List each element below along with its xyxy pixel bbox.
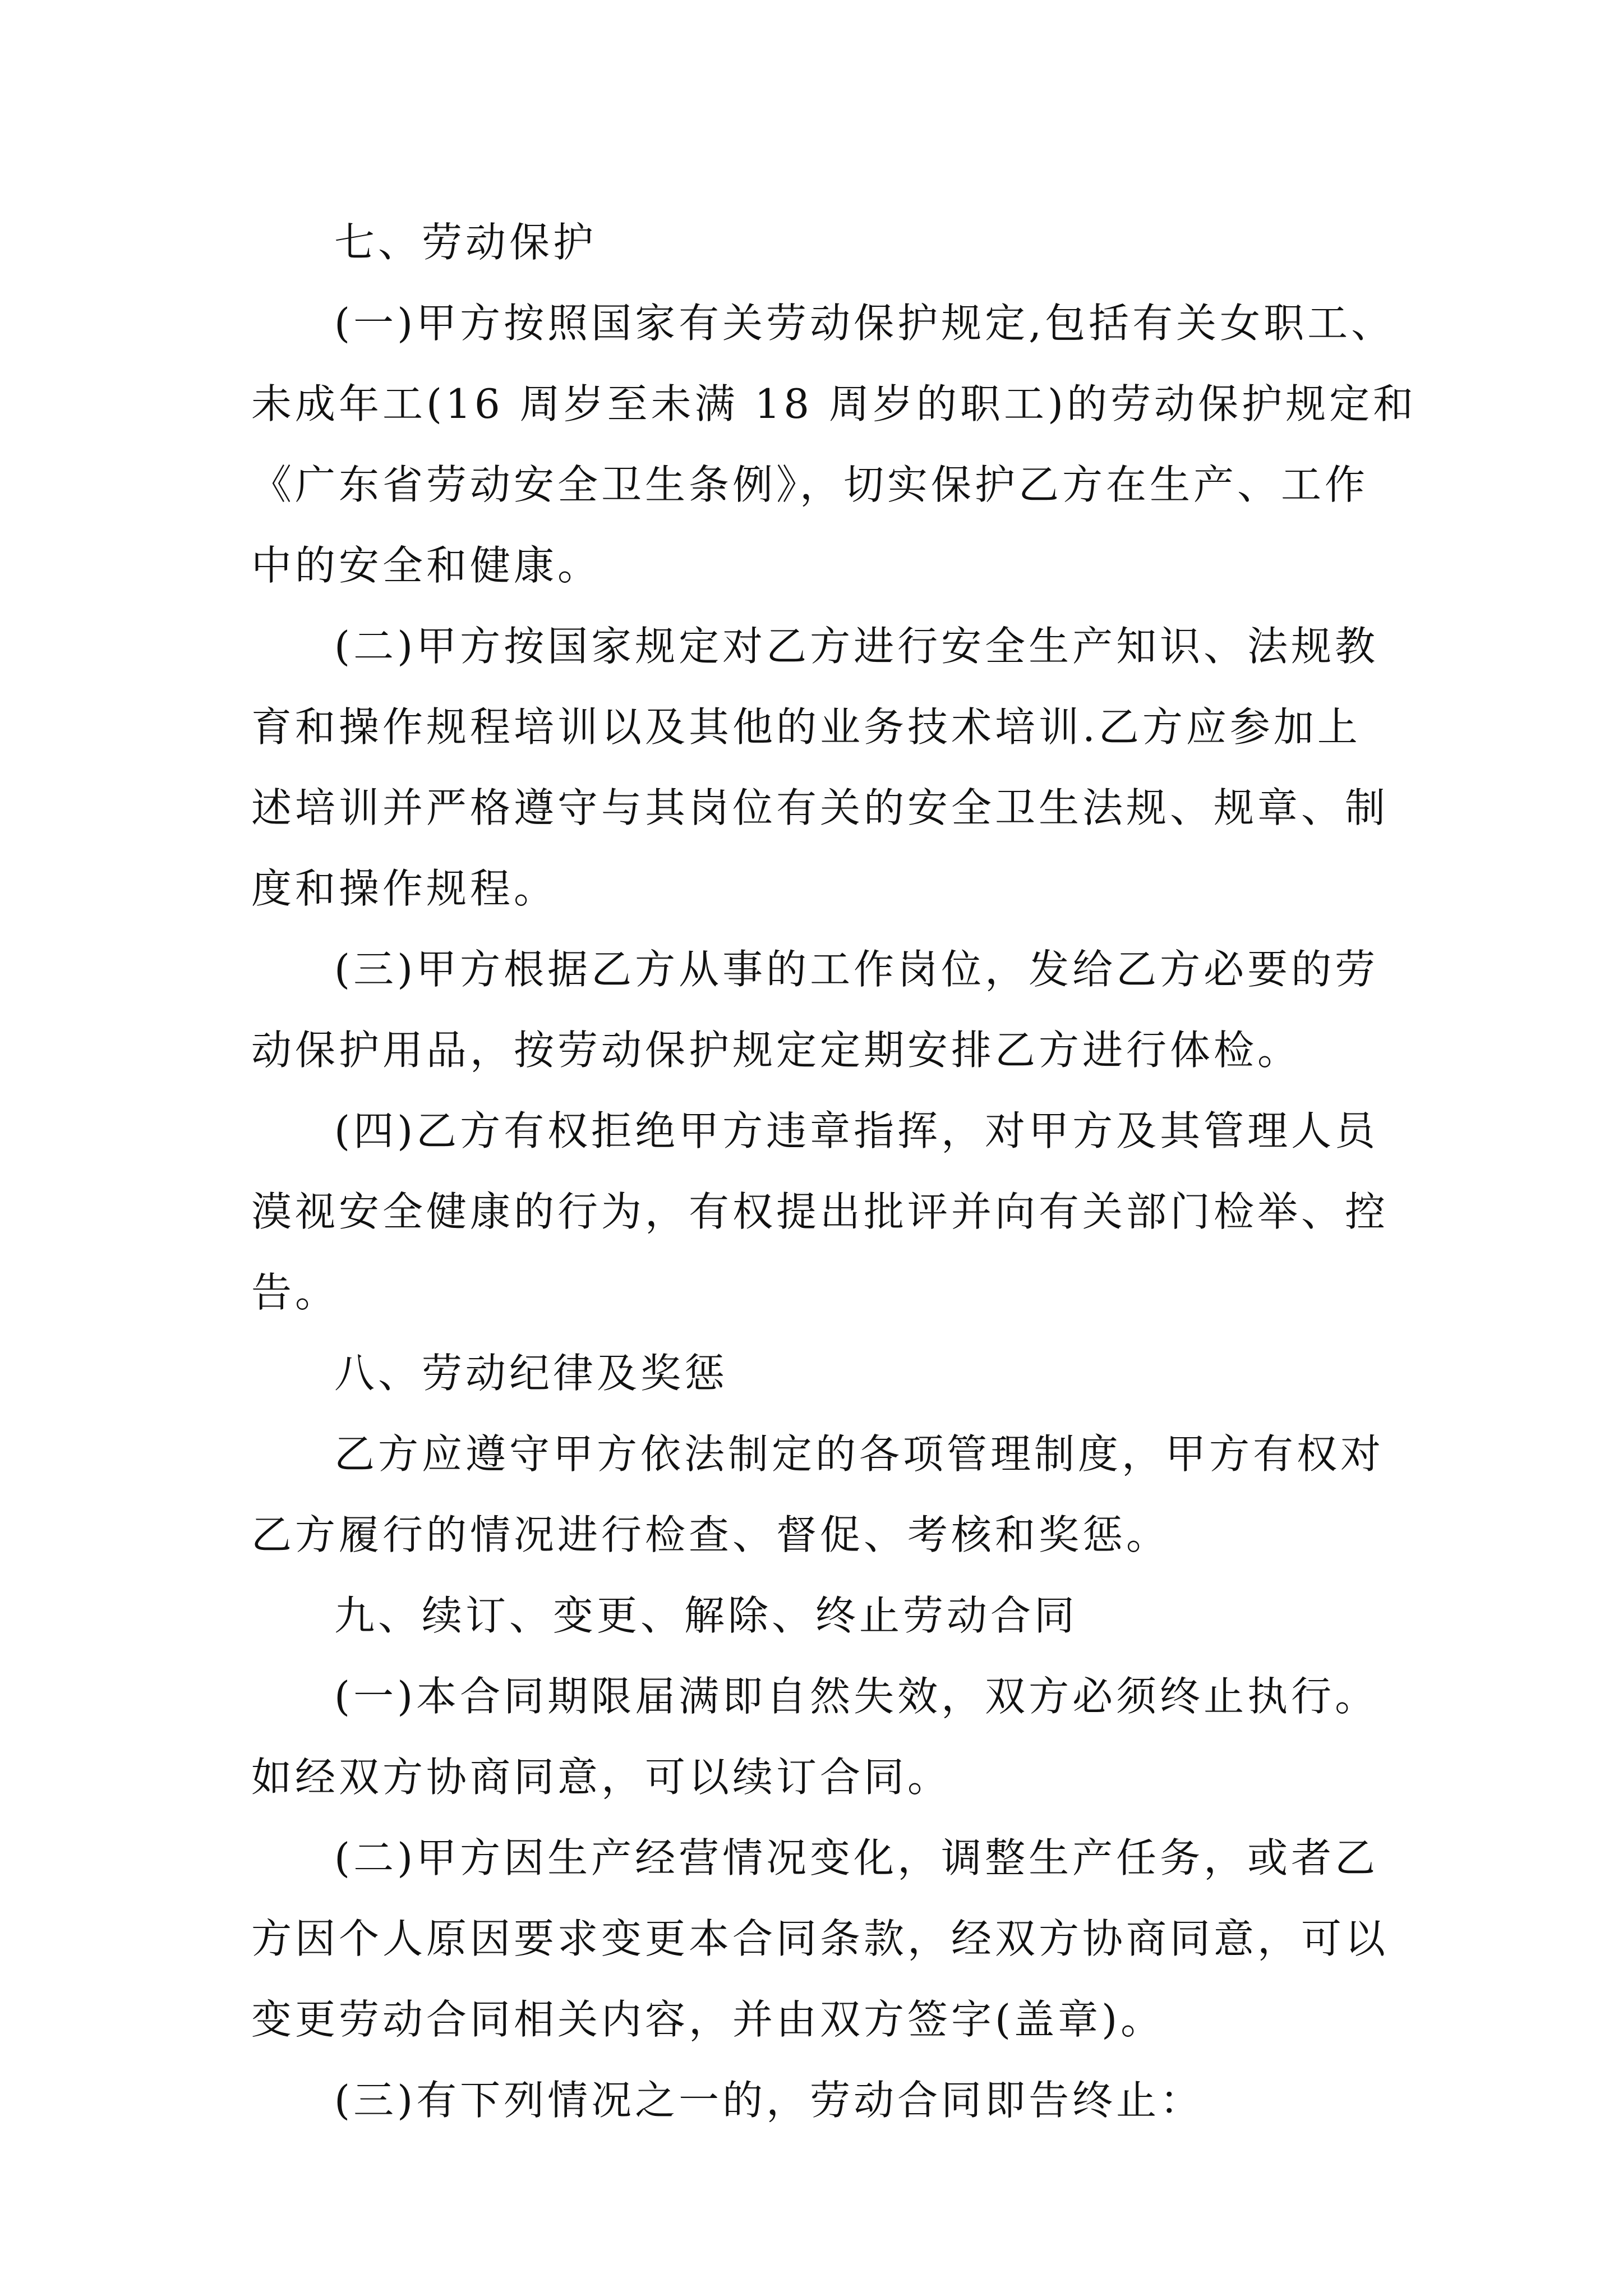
section-heading-discipline: 八、劳动纪律及奖惩 bbox=[334, 1350, 728, 1397]
paragraph-line: 乙方应遵守甲方依法制定的各项管理制度，甲方有权对 bbox=[334, 1430, 1385, 1478]
paragraph-line: 漠视安全健康的行为，有权提出批评并向有关部门检举、控 bbox=[251, 1188, 1389, 1235]
paragraph-line: 未成年工(16 周岁至未满 18 周岁的职工)的劳动保护规定和 bbox=[251, 380, 1417, 427]
document-body bbox=[251, 202, 1417, 2141]
paragraph-line: 育和操作规程培训以及其他的业务技术培训.乙方应参加上 bbox=[251, 703, 1361, 751]
paragraph-line: 变更劳动合同相关内容，并由双方签字(盖章)。 bbox=[251, 1996, 1165, 2043]
section-heading-labor-protection: 七、劳动保护 bbox=[334, 219, 597, 266]
paragraph-line: 告。 bbox=[251, 1269, 339, 1316]
section-heading-contract-changes: 九、续订、变更、解除、终止劳动合同 bbox=[334, 1592, 1078, 1639]
paragraph-line: 如经双方协商同意，可以续订合同。 bbox=[251, 1754, 952, 1801]
paragraph-line: (二)甲方按国家规定对乙方进行安全生产知识、法规教 bbox=[334, 623, 1379, 670]
paragraph-line: 中的安全和健康。 bbox=[251, 542, 602, 589]
paragraph-line: 度和操作规程。 bbox=[251, 865, 558, 912]
paragraph-line: (三)有下列情况之一的，劳动合同即告终止： bbox=[334, 2077, 1204, 2124]
paragraph-line: (二)甲方因生产经营情况变化，调整生产任务，或者乙 bbox=[334, 1834, 1379, 1881]
paragraph-line: (三)甲方根据乙方从事的工作岗位，发给乙方必要的劳 bbox=[334, 946, 1379, 993]
paragraph-line: (一)本合同期限届满即自然失效，双方必须终止执行。 bbox=[334, 1673, 1379, 1720]
paragraph-line: 乙方履行的情况进行检查、督促、考核和奖惩。 bbox=[251, 1511, 1170, 1558]
paragraph-line: 方因个人原因要求变更本合同条款，经双方协商同意，可以 bbox=[251, 1915, 1389, 1962]
paragraph-line: (四)乙方有权拒绝甲方违章指挥，对甲方及其管理人员 bbox=[334, 1107, 1379, 1154]
paragraph-line: 《广东省劳动安全卫生条例》，切实保护乙方在生产、工作 bbox=[251, 461, 1369, 508]
paragraph-line: 述培训并严格遵守与其岗位有关的安全卫生法规、规章、制 bbox=[251, 784, 1389, 831]
paragraph-line: (一)甲方按照国家有关劳动保护规定,包括有关女职工、 bbox=[334, 300, 1395, 347]
paragraph-line: 动保护用品，按劳动保护规定定期安排乙方进行体检。 bbox=[251, 1027, 1302, 1074]
